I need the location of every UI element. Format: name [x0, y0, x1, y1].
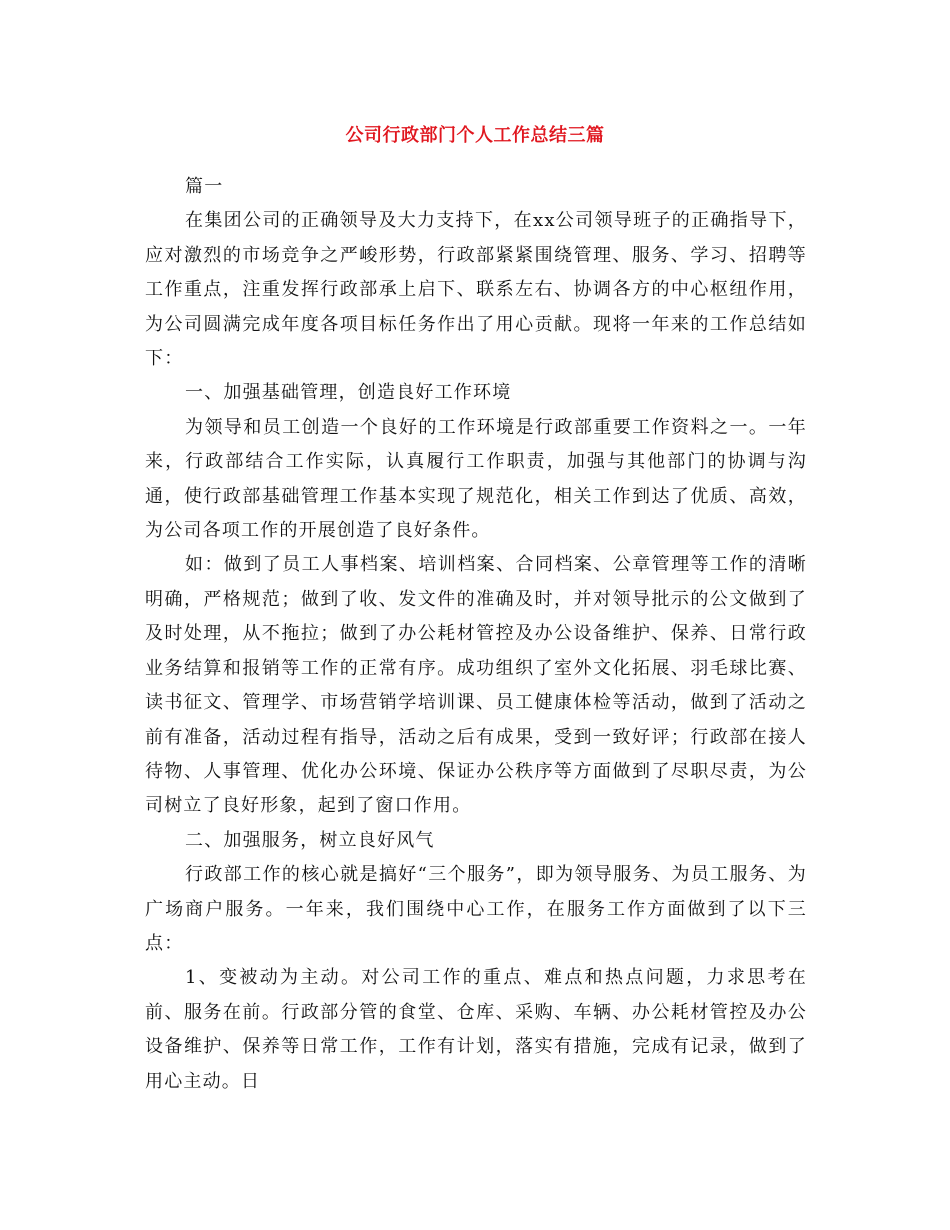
three-services-paragraph: 行政部工作的核心就是搞好“三个服务”，即为领导服务、为员工服务、为广场商户服务。一年来，我们围绕中心工作，在服务工作方面做到了以下三点：: [145, 864, 807, 954]
examples-paragraph: 如：做到了员工人事档案、培训档案、合同档案、公章管理等工作的清晰明确，严格规范；做到了收、发文件的准确及时，并对领导批示的公文做到了及时处理，从不拖拉；做到了办公耗材管控及办公设备维护、保养、日常行政业务结算和报销等工作的正常有序。成功组织了室外文化拓展、羽毛球比赛、读书征文、管理学、市场营销学培训课、员工健康体检等活动，做到了活动之前有准备，活动过程有指导，活动之后有成果，受到一致好评；行政部在接人待物、人事管理、优化办公环境、保证办公秩序等方面做到了尽职尽责，为公司树立了良好形象，起到了窗口作用。: [145, 554, 807, 817]
document-body: [145, 170, 807, 1099]
document-title: 公司行政部门个人工作总结三篇: [345, 125, 605, 146]
section-heading-basic-management: 一、加强基础管理，创造良好工作环境: [185, 382, 512, 404]
intro-paragraph: 在集团公司的正确领导及大力支持下，在xx公司领导班子的正确指导下，应对激烈的市场竞争之严峻形势，行政部紧紧围绕管理、服务、学习、招聘等工作重点，注重发挥行政部承上启下、联系左右、协调各方的中心枢纽作用，为公司圆满完成年度各项目标任务作出了用心贡献。现将一年来的工作总结如下：: [145, 210, 807, 370]
section-heading-part-one: 篇一: [185, 176, 224, 197]
work-environment-paragraph: 为领导和员工创造一个良好的工作环境是行政部重要工作资料之一。一年来，行政部结合工作实际，认真履行工作职责，加强与其他部门的协调与沟通，使行政部基础管理工作基本实现了规范化，相关工作到达了优质、高效，为公司各项工作的开展创造了良好条件。: [145, 416, 807, 542]
proactive-paragraph: 1、变被动为主动。对公司工作的重点、难点和热点问题，力求思考在前、服务在前。行政部分管的食堂、仓库、采购、车辆、办公耗材管控及办公设备维护、保养等日常工作，工作有计划，落实有措施，完成有记录，做到了用心主动。日: [145, 967, 807, 1092]
section-heading-service: 二、加强服务，树立良好风气: [185, 829, 435, 851]
